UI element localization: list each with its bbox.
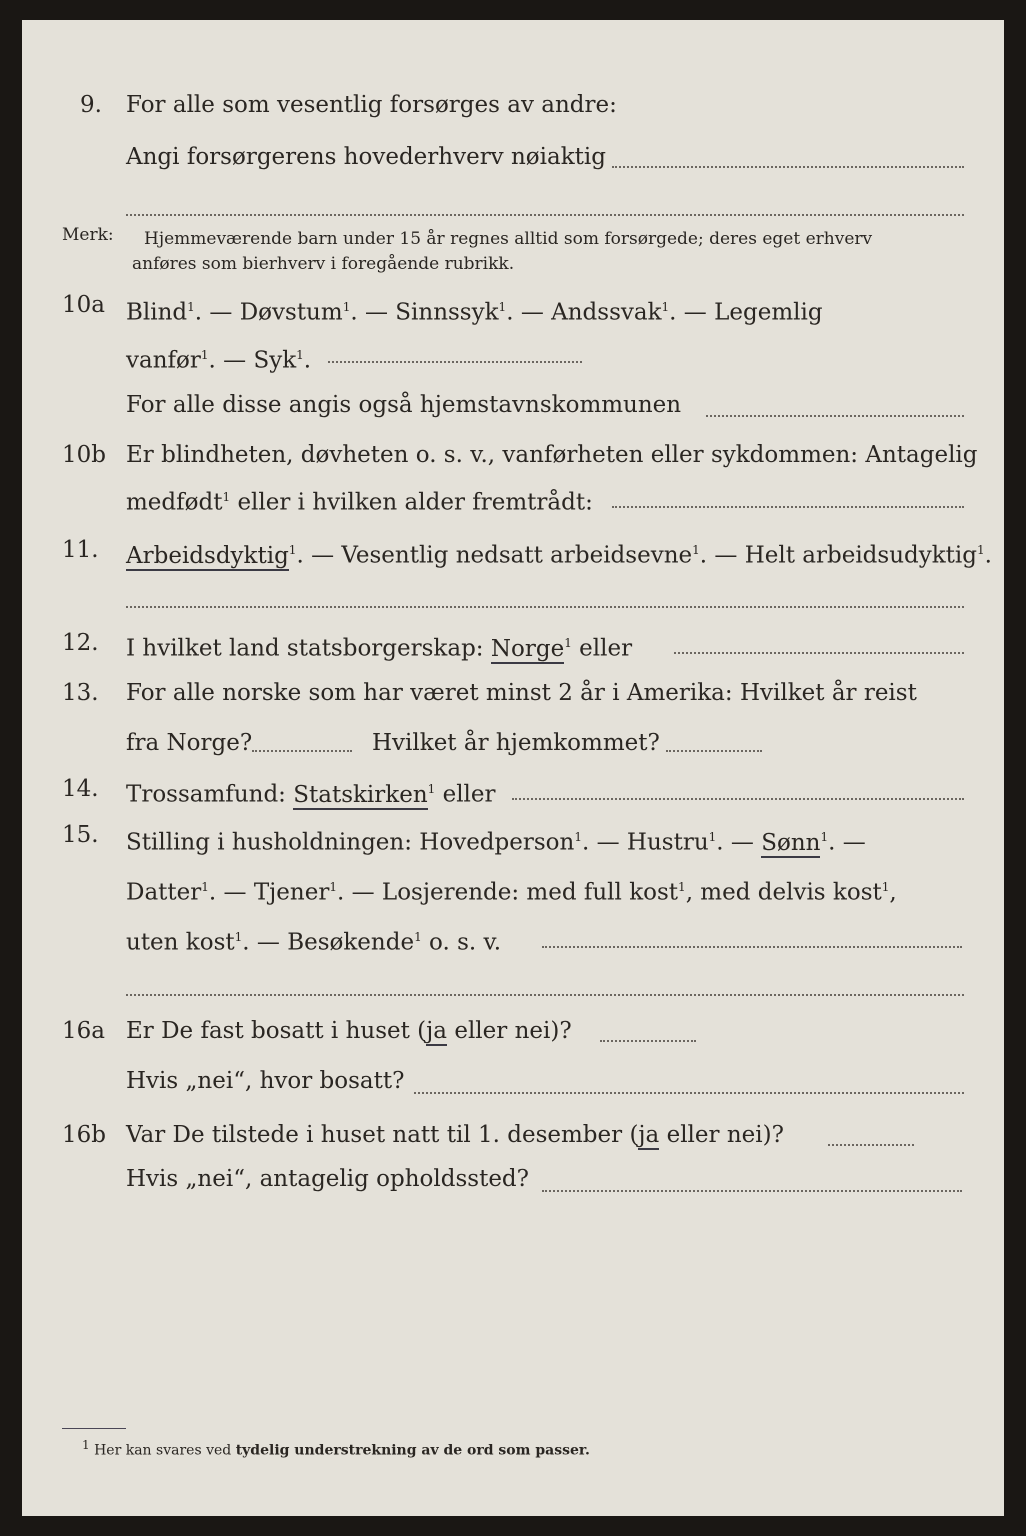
footnote-ref: 1 (564, 636, 572, 650)
q15-prefix: Stilling i husholdningen: (126, 829, 412, 856)
footnote-mark: 1 (82, 1438, 90, 1452)
q10a-line1: Blind$^1$. — Døvstum$^1$. — Sinnssyk$^1$. — Andssvak$^1$. — Legemlig (126, 299, 823, 326)
option-arbeidsdyktig[interactable]: Arbeidsdyktig (126, 542, 289, 569)
option-besokende[interactable]: — Besøkende (256, 929, 415, 956)
footnote-ref: 1 (342, 300, 351, 314)
footnote-ref: 1 (708, 830, 717, 844)
q10a-hjemstavn-line[interactable] (706, 415, 964, 417)
footnote-ref: 1 (288, 543, 297, 557)
footnote-ref: 1 (234, 930, 243, 944)
q16a-question-post: eller nei)? (447, 1018, 572, 1044)
q16a-bosatt-line[interactable] (414, 1092, 964, 1094)
q10b-line1: Er blindheten, døvheten o. s. v., vanførheten eller sykdommen: Antagelig (126, 442, 978, 468)
q16b-answer-line[interactable] (828, 1144, 914, 1146)
q12-eller: eller (579, 635, 633, 662)
option-dovstum[interactable]: — Døvstum (209, 299, 343, 326)
q14-answer-line[interactable] (512, 798, 964, 800)
option-andssvak[interactable]: — Andssvak (520, 299, 662, 326)
option-hovedperson[interactable]: Hovedperson (419, 829, 575, 856)
q10b-answer-line[interactable] (612, 506, 964, 508)
footnote-ref: 1 (692, 543, 700, 557)
q10b-line2-rest: eller i hvilken alder fremtrådt: (237, 489, 593, 516)
q9-answer-line[interactable] (612, 166, 964, 168)
q13-line1: For alle norske som har været minst 2 år i Amerika: Hvilket år reist (126, 680, 917, 706)
q10b-number: 10b (62, 442, 106, 468)
q14-prefix: Trossamfund: (126, 781, 286, 808)
q16a-line1 (126, 1016, 572, 1046)
footnote-ref: 1 (498, 300, 507, 314)
option-datter[interactable]: Datter (126, 879, 202, 906)
q9-number: 9. (80, 92, 102, 118)
footnote-ref: 1 (881, 880, 890, 894)
option-uten-kost[interactable]: uten kost (126, 929, 235, 956)
q10a-line2: vanfør$^1$. — Syk$^1$. (126, 347, 312, 374)
footnote-ref: 1 (222, 490, 231, 504)
footnote-ref: 1 (427, 782, 436, 796)
q9-answer-line-2[interactable] (126, 214, 964, 216)
option-delvis-kost[interactable]: , med delvis kost (685, 879, 882, 906)
option-vesentlig-nedsatt[interactable]: — Vesentlig nedsatt arbeidsevne (311, 542, 693, 569)
q16b-opholdssted-line[interactable] (542, 1190, 962, 1192)
q13-number: 13. (62, 680, 99, 706)
footnote-ref: 1 (201, 880, 209, 894)
footnote-ref: 1 (820, 830, 829, 844)
q13-hjemkommet: Hvilket år hjemkommet? (372, 730, 660, 756)
option-legemlig[interactable]: — Legemlig (683, 299, 823, 326)
option-statskirken[interactable]: Statskirken (293, 781, 428, 808)
q16a-question-pre: Er De fast bosatt i huset ( (126, 1018, 427, 1044)
q16a-answer-ja[interactable]: ja (426, 1018, 448, 1044)
footnote-ref: 1 (414, 930, 422, 944)
q15-line1: Stilling i husholdningen: Hovedperson$^1$. — Hustru$^1$. — Sønn$^1$. — (126, 829, 866, 856)
q16b-number: 16b (62, 1122, 106, 1148)
option-full-kost[interactable]: med full kost (526, 879, 679, 906)
q11-answer-line[interactable] (126, 606, 964, 608)
footnote-ref: 1 (661, 300, 670, 314)
q13-hjemkommet-answer-line[interactable] (666, 750, 762, 752)
option-vanfor[interactable]: vanfør (126, 347, 201, 374)
q10b-line2 (126, 482, 593, 518)
footnote-ref: 1 (977, 543, 985, 557)
q15-line3: uten kost$^1$. — Besøkende$^1$ o. s. v. (126, 929, 502, 956)
option-hustru[interactable]: — Hustru (596, 829, 709, 856)
q15-line2: Datter$^1$. — Tjener$^1$. — Losjerende: med full kost$^1$, med delvis kost$^1$, (126, 879, 897, 906)
q9-line1: For alle som vesentlig forsørges av andre: (126, 92, 617, 118)
q10a-answer-line[interactable] (328, 361, 582, 363)
q11-line: Arbeidsdyktig$^1$. — Vesentlig nedsatt arbeidsevne$^1$. — Helt arbeidsudyktig$^1$. (126, 542, 992, 569)
q13-fra-norge: fra Norge? (126, 730, 253, 756)
q16a-number: 16a (62, 1018, 105, 1044)
q15-answer-line-2[interactable] (126, 994, 964, 996)
footnote-ref: 1 (678, 880, 686, 894)
census-form-page (22, 20, 1004, 1516)
q12-line (126, 628, 632, 664)
merk-label: Merk: (62, 225, 114, 245)
footnote-text: Her kan svares ved (94, 1442, 232, 1459)
option-blind[interactable]: Blind (126, 299, 188, 326)
q14-number: 14. (62, 776, 99, 802)
merk-line1: Hjemmeværende barn under 15 år regnes alltid som forsørgede; deres eget erhverv (144, 229, 873, 249)
q16b-question-pre: Var De tilstede i huset natt til 1. desember ( (126, 1122, 639, 1148)
q9-line2: Angi forsørgerens hovederhverv nøiaktig (126, 144, 606, 170)
q16b-line2: Hvis „nei“, antagelig opholdssted? (126, 1166, 529, 1192)
option-sonn[interactable]: Sønn (761, 829, 821, 856)
q11-number: 11. (62, 537, 99, 563)
q16b-answer-ja[interactable]: ja (638, 1122, 660, 1148)
q15-osv: o. s. v. (429, 929, 502, 956)
q16a-line2: Hvis „nei“, hvor bosatt? (126, 1068, 405, 1094)
option-syk[interactable]: — Syk (223, 347, 297, 374)
q12-prefix: I hvilket land statsborgerskap: (126, 635, 484, 662)
q12-answer-line[interactable] (674, 652, 964, 654)
footnote (82, 1435, 590, 1461)
q15-losjerende: — Losjerende: (351, 879, 520, 906)
q13-reist-answer-line[interactable] (252, 750, 352, 752)
footnote-text-bold: tydelig understrekning av de ord som passer. (235, 1442, 590, 1459)
q16b-line1 (126, 1120, 784, 1150)
q14-line (126, 774, 496, 810)
footnote-ref: 1 (187, 300, 195, 314)
footnote-ref: 1 (296, 348, 304, 362)
option-sinnssyk[interactable]: — Sinnssyk (364, 299, 499, 326)
footnote-ref: 1 (200, 348, 209, 362)
q15-number: 15. (62, 822, 99, 848)
option-medfodt[interactable]: medfødt (126, 489, 223, 516)
q15-answer-line[interactable] (542, 946, 962, 948)
q16a-answer-line[interactable] (600, 1040, 696, 1042)
merk-line2: anføres som bierhverv i foregående rubrikk. (132, 254, 515, 274)
q16b-question-post: eller nei)? (659, 1122, 784, 1148)
q10a-number: 10a (62, 292, 105, 318)
footnote-rule (62, 1428, 126, 1429)
q10a-line3: For alle disse angis også hjemstavnskommunen (126, 392, 682, 418)
q14-eller: eller (442, 781, 496, 808)
q12-number: 12. (62, 630, 99, 656)
footnote-ref: 1 (329, 880, 337, 894)
option-norge[interactable]: Norge (490, 635, 565, 662)
option-helt-arbeidsudyktig[interactable]: — Helt arbeidsudyktig (714, 542, 977, 569)
footnote-ref: 1 (574, 830, 582, 844)
option-tjener[interactable]: — Tjener (223, 879, 330, 906)
